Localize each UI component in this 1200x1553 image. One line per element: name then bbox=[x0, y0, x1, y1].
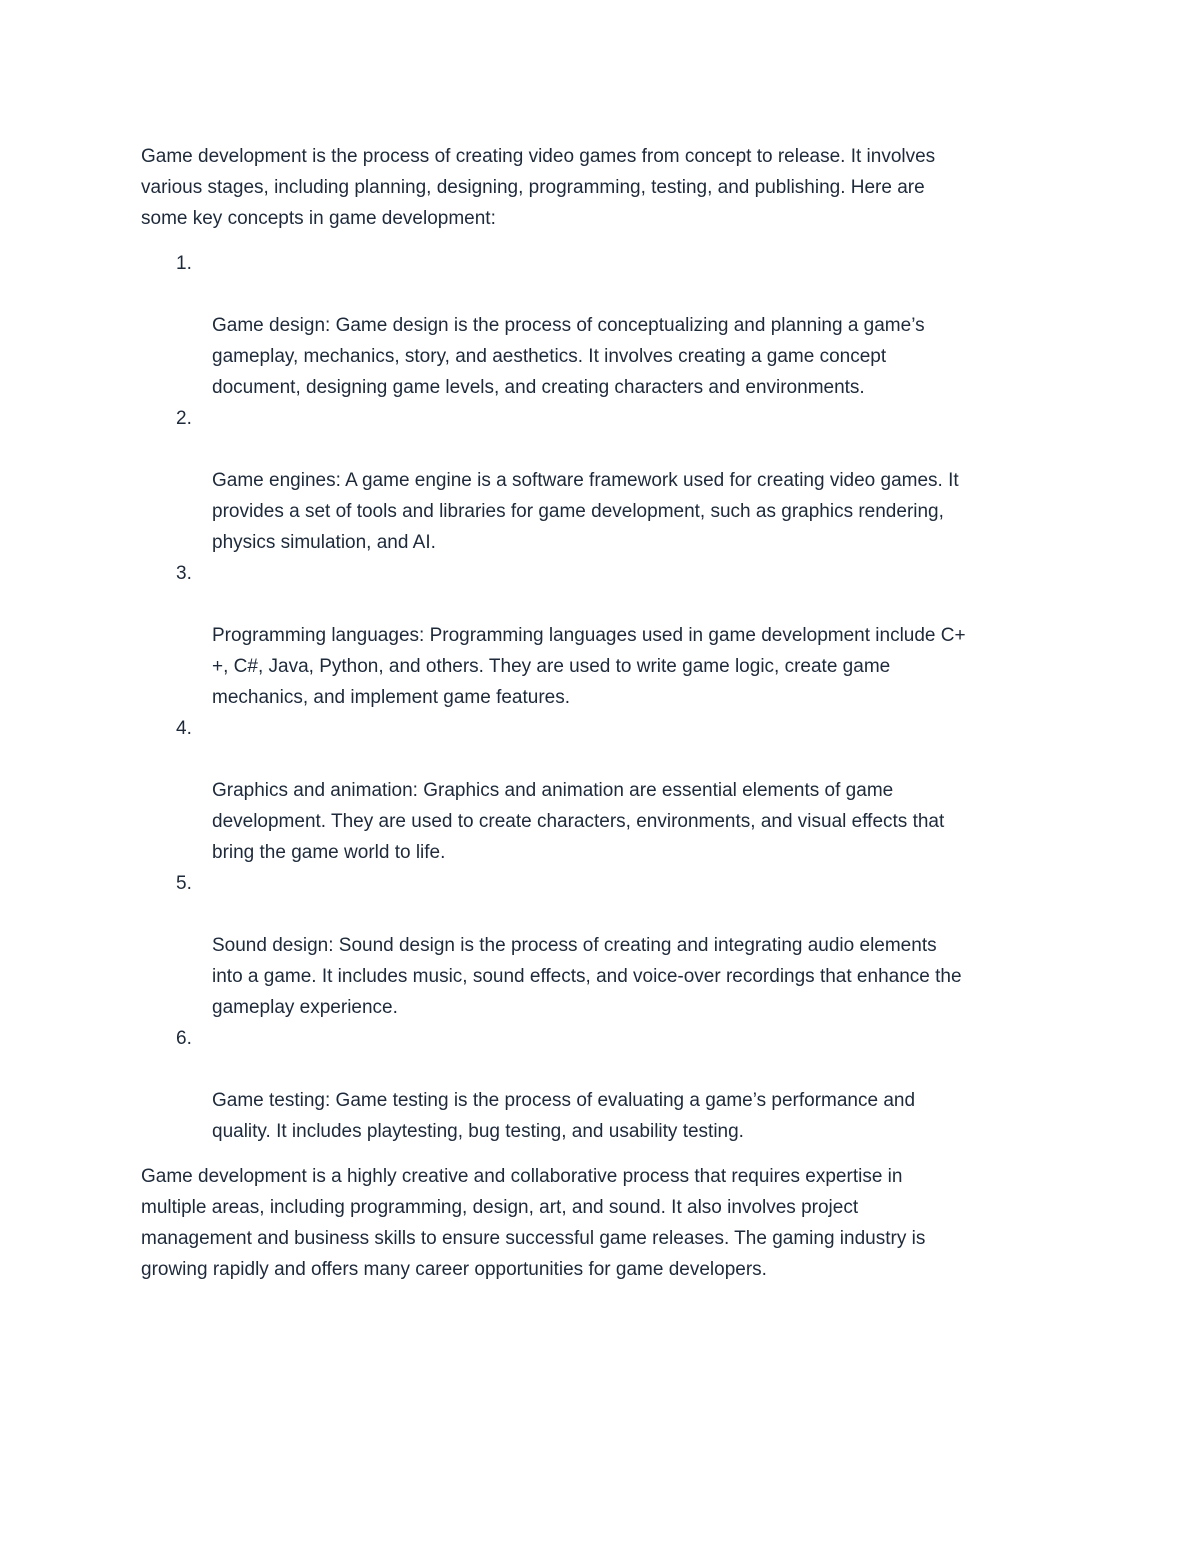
key-concepts-list bbox=[141, 248, 1066, 1147]
list-item-number: 6. bbox=[176, 1028, 192, 1049]
list-item-number: 3. bbox=[176, 563, 192, 584]
list-item bbox=[141, 713, 1066, 868]
list-item-number: 2. bbox=[176, 408, 192, 429]
list-item-text: Programming languages: Programming languages used in game development include C+ +, C#, Java, Python, and others. They are used to write game logic, create game mechanics, and implement game features. bbox=[212, 625, 966, 708]
list-item bbox=[141, 1023, 1066, 1147]
list-item-text: Graphics and animation: Graphics and animation are essential elements of game development. They are used to create characters, environments, and visual effects that bring the game world to life. bbox=[212, 780, 945, 863]
list-item bbox=[141, 868, 1066, 1023]
document-body bbox=[141, 141, 1066, 1285]
list-item bbox=[141, 403, 1066, 558]
list-item bbox=[141, 248, 1066, 403]
list-item-text: Sound design: Sound design is the process of creating and integrating audio elements into a game. It includes music, sound effects, and voice-over recordings that enhance the gameplay experience. bbox=[212, 935, 962, 1018]
list-item-number: 4. bbox=[176, 718, 192, 739]
list-item-text: Game testing: Game testing is the process of evaluating a game’s performance and quality. It includes playtesting, bug testing, and usability testing. bbox=[212, 1090, 916, 1142]
list-item-number: 1. bbox=[176, 253, 192, 274]
list-item-number: 5. bbox=[176, 873, 192, 894]
intro-paragraph: Game development is the process of creating video games from concept to release. It involves various stages, including planning, designing, programming, testing, and publishing. Here are some key concepts in game development: bbox=[141, 146, 936, 229]
list-item-text: Game engines: A game engine is a software framework used for creating video games. It provides a set of tools and libraries for game development, such as graphics rendering, physics simulation, and AI. bbox=[212, 470, 959, 553]
list-item bbox=[141, 558, 1066, 713]
conclusion-paragraph: Game development is a highly creative and collaborative process that requires expertise in multiple areas, including programming, design, art, and sound. It also involves project management and business skills to ensure successful game releases. The gaming industry is growing rapidly and offers many career opportunities for game developers. bbox=[141, 1166, 926, 1280]
list-item-text: Game design: Game design is the process of conceptualizing and planning a game’s gameplay, mechanics, story, and aesthetics. It involves creating a game concept document, designing game levels, and creating characters and environments. bbox=[212, 315, 925, 398]
